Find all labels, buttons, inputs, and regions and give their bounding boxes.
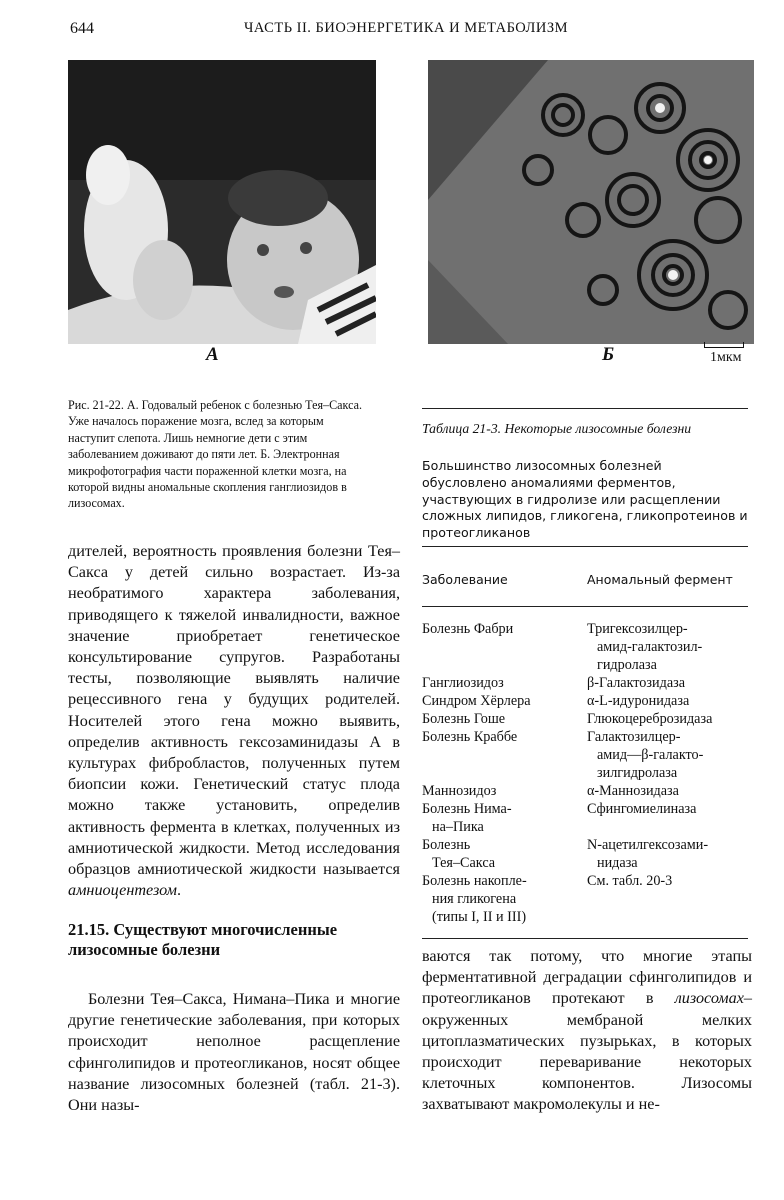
table-cell-disease: Болезнь Гоше [422,711,506,727]
figure-label-b: Б [602,344,615,365]
figure-caption-text: Рис. 21-22. А. Годовалый ребенок с болезнью Тея–Сакса. Уже началось поражение мозга, вслед за которым наступит слепота. Лишь немногие дети с этим заболеванием доживают до пяти лет. Б. Электронная микрофотография части пораженной клетки мозга, на которой видны аномальные скопления ганглиозидов в лизосомах. [68,398,362,511]
table-cell-disease: на–Пика [432,819,484,835]
table-cell-disease: Тея–Сакса [432,855,496,871]
table-subtitle: Большинство лизосомных болезней обусловлено аномалиями ферментов, участвующих в гидролизе или расщеплении сложных липидов, гликогена, гликопротеинов и протеогликанов [422,458,748,541]
table-cell-enzyme: α-Маннозидаза [587,783,679,799]
body-text-left [68,541,400,901]
table-cell-disease: Маннозидоз [422,783,497,799]
paragraph-text: дителей, вероятность проявления болезни Тея–Сакса у детей сильно возрастает. Из-за необратимого характера заболевания, приводящего к тяжелой инвалидности, важное значение приобретает генетическое консультирование супругов. Разработаны тесты, позволяющие выявлять наличие рецессивного гена у будущих родителей. Носителей этого гена можно выявить, определив активность гексозаминидазы А в культурах фибробластов, полученных путем биопсии кожи. Генетический статус плода можно также установить, определив активность фермента в клетках, полученных из амниотической жидкости. Метод исследования образцов амниотической жидкости называется [68,542,400,879]
table-title-text: Таблица 21-3. Некоторые лизосомные болезни [422,421,692,436]
table-cell-enzyme: N-ацетилгексозами- [587,837,709,853]
paragraph [68,541,400,901]
paragraph-text-continued: –окруженных мембраной мелких цитоплазматических пузырьках, в которых происходит переваривание некоторых клеточных компонентов. Лизосомы захватывают макромолекулы и не- [422,989,752,1114]
table-cell-enzyme: Галактозилцер- [587,729,681,745]
table-top-rule [422,408,748,409]
table-cell-disease: Ганглиозидоз [422,675,504,691]
paragraph [68,989,400,1116]
table-cell-disease: Болезнь Нима- [422,801,512,817]
paragraph-end: . [176,881,181,900]
body-text-right [422,946,752,1116]
paragraph-text: ваются так потому, что многие этапы ферментативной деградации сфинголипидов и протеогликанов протекают в [422,947,752,1008]
table-cell-disease: Болезнь Краббе [422,729,518,745]
table-cell-enzyme: Тригексозилцер- [587,621,688,637]
figure-caption [68,397,368,512]
table-cell-enzyme: амид—β-галакто- [597,747,704,763]
electron-micrograph [428,60,754,344]
table-cell-enzyme: амид-галактозил- [597,639,703,655]
table-header-rule-top [422,546,748,547]
table-cell-disease: Болезнь накопле- [422,873,527,889]
scale-bar-label: 1мкм [710,350,742,365]
table-header-enzyme: Аномальный фермент [587,572,733,587]
table-cell-disease: (типы I, II и III) [432,909,527,925]
paragraph-text: Болезни Тея–Сакса, Нимана–Пика и многие другие генетические заболевания, при которых происходит неполное расщепление сфинголипидов и протеогликанов, носят общее название лизосомных болезней (табл. 21-3). Они назы- [68,990,400,1115]
table-cell-enzyme: нидаза [597,855,638,871]
photo-child [68,60,376,344]
table-cell-disease: ния гликогена [432,891,517,907]
table-title [422,420,748,437]
table-cell-enzyme: Глюкоцереброзидаза [587,711,713,727]
table-bottom-rule [422,938,748,939]
table-cell-enzyme: гидролаза [597,657,657,673]
scale-bar-line [704,342,744,348]
table-cell-enzyme: См. табл. 20-3 [587,873,673,889]
table-cell-disease: Болезнь Фабри [422,621,514,637]
body-text-section [68,989,400,1116]
paragraph [422,946,752,1116]
term-amniocentesis: амниоцентезом [68,881,177,900]
table-header-disease: Заболевание [422,572,508,587]
table-cell-enzyme: зилгидролаза [597,765,678,781]
term-lysosomes: лизосомах [674,989,744,1008]
table-cell-disease: Болезнь [422,837,471,853]
table-cell-disease: Синдром Хёрлера [422,693,531,709]
table-cell-enzyme: α-L-идуронидаза [587,693,690,709]
page-number: 644 [70,20,94,37]
section-heading: 21.15. Существуют многочисленные лизосомные болезни [68,920,338,959]
table-cell-enzyme: β-Галактозидаза [587,675,686,691]
table-cell-enzyme: Сфингомиелиназа [587,801,697,817]
table-header-rule-bottom [422,606,748,607]
running-head: ЧАСТЬ II. БИОЭНЕРГЕТИКА И МЕТАБОЛИЗМ [244,20,569,36]
figure-label-a: А [206,344,219,365]
